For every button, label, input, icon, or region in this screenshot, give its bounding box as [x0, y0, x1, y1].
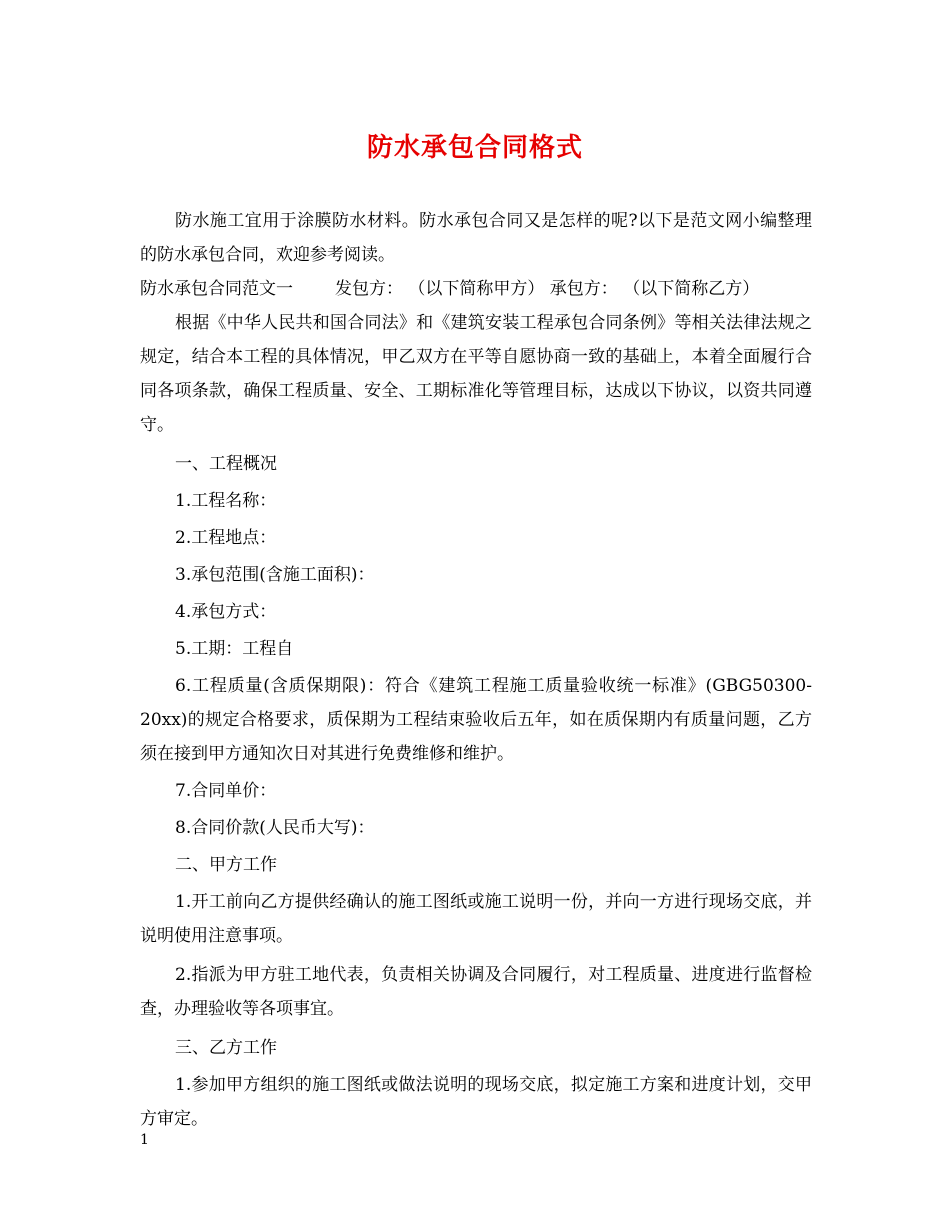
section-heading-party-b: 三、乙方工作	[175, 1038, 277, 1058]
contract-sample-heading: 防水承包合同范文一	[140, 279, 293, 299]
item-unit-price: 7.合同单价：	[175, 781, 277, 801]
item-contract-method: 4.承包方式：	[175, 602, 277, 622]
party-a-duty-2: 2.指派为甲方驻工地代表，负责相关协调及合同履行，对工程质量、进度进行监督检查，办理验收等各项事宜。	[140, 965, 812, 1019]
document-body	[140, 204, 812, 1136]
section-heading-project-overview: 一、工程概况	[175, 454, 277, 474]
parties-line: 发包方： （以下简称甲方） 承包方： （以下简称乙方）	[335, 279, 760, 299]
legal-basis-paragraph: 根据《中华人民共和国合同法》和《建筑安装工程承包合同条例》等相关法律法规之规定，结合本工程的具体情况，甲乙双方在平等自愿协商一致的基础上，本着全面履行合同各项条款，确保工程质量、安全、工期标准化等管理目标，达成以下协议，以资共同遵守。	[140, 313, 812, 435]
item-project-location: 2.工程地点：	[175, 528, 277, 548]
document-title: 防水承包合同格式	[366, 133, 583, 163]
intro-paragraph: 防水施工宜用于涂膜防水材料。防水承包合同又是怎样的呢?以下是范文网小编整理的防水承包合同，欢迎参考阅读。	[140, 211, 812, 265]
page-number: 1	[140, 1132, 149, 1148]
section-heading-party-a: 二、甲方工作	[175, 855, 277, 875]
item-construction-period: 5.工期：工程自	[175, 639, 294, 659]
item-contract-price: 8.合同价款(人民币大写)：	[175, 818, 375, 838]
party-a-duty-1: 1.开工前向乙方提供经确认的施工图纸或施工说明一份，并向一方进行现场交底，并说明使用注意事项。	[140, 892, 812, 946]
contract-heading-line	[140, 272, 812, 306]
item-project-name: 1.工程名称：	[175, 491, 277, 511]
item-quality-requirements: 6.工程质量(含质保期限)：符合《建筑工程施工质量验收统一标准》(GBG50300-20xx)的规定合格要求，质保期为工程结束验收后五年，如在质保期内有质量问题，乙方须在接到甲方通知次日对其进行免费维修和维护。	[140, 676, 812, 764]
item-contract-scope: 3.承包范围(含施工面积)：	[175, 565, 375, 585]
party-b-duty-1: 1.参加甲方组织的施工图纸或做法说明的现场交底，拟定施工方案和进度计划，交甲方审定。	[140, 1075, 812, 1129]
